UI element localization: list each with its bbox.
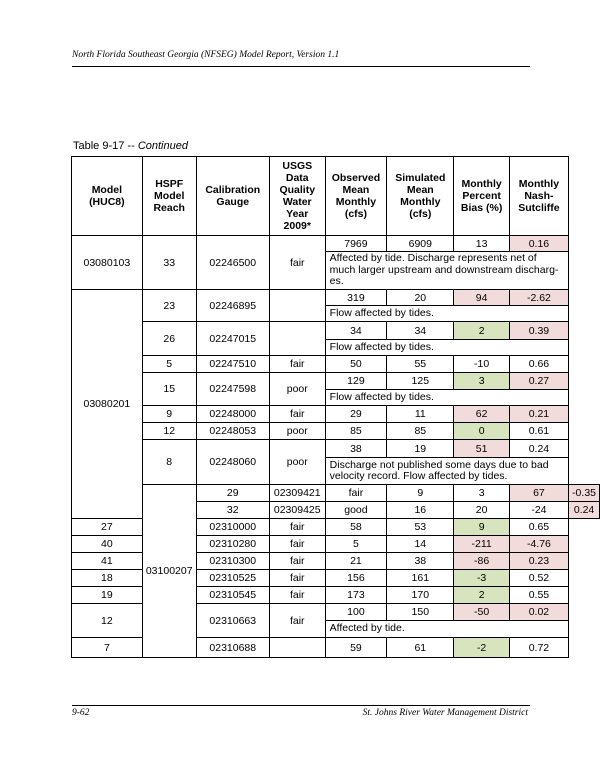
reach-cell: 26 (142, 322, 196, 356)
huc-cell: 03080201 (72, 290, 143, 519)
bias-cell: -10 (454, 356, 509, 373)
gauge-cell: 02310545 (196, 587, 269, 604)
quality-cell (269, 290, 325, 322)
observed-cell: 16 (387, 502, 454, 519)
footer-rule (72, 705, 530, 706)
observed-cell: 319 (325, 290, 387, 306)
bias-cell: -86 (454, 553, 509, 570)
gauge-cell: 02310688 (196, 638, 269, 658)
quality-cell (269, 638, 325, 658)
bias-cell: -3 (454, 570, 509, 587)
nse-cell: 0.65 (509, 519, 568, 536)
quality-cell: fair (269, 604, 325, 638)
quality-cell: fair (269, 570, 325, 587)
quality-cell: fair (325, 485, 387, 502)
nse-cell: 0.66 (509, 356, 568, 373)
reach-cell: 7 (72, 638, 143, 658)
huc-cell: 03080103 (72, 236, 143, 290)
quality-cell: fair (269, 236, 325, 290)
simulated-cell: 34 (387, 322, 454, 340)
gauge-cell: 02310300 (196, 553, 269, 570)
simulated-cell: 85 (387, 423, 454, 440)
gauge-cell: 02248000 (196, 406, 269, 423)
simulated-cell: 61 (387, 638, 454, 658)
reach-cell: 18 (72, 570, 143, 587)
observed-cell: 100 (325, 604, 387, 621)
note-cell: Discharge not published some days due to bad velocity record. Flow affected by tides. (325, 458, 568, 485)
bias-cell: 94 (454, 290, 509, 306)
nse-cell: 0.21 (509, 406, 568, 423)
reach-cell: 19 (72, 587, 143, 604)
table-row (72, 485, 600, 502)
observed-cell: 29 (325, 406, 387, 423)
quality-cell (269, 322, 325, 356)
simulated-cell: 53 (387, 519, 454, 536)
reach-cell: 41 (72, 553, 143, 570)
gauge-cell: 02310280 (196, 536, 269, 553)
reach-cell: 27 (72, 519, 143, 536)
col-header-model: Model (HUC8) (72, 157, 143, 236)
simulated-cell: 6909 (387, 236, 454, 252)
note-cell: Affected by tide. (325, 621, 568, 638)
observed-cell: 7969 (325, 236, 387, 252)
quality-cell: poor (269, 373, 325, 406)
bias-cell: 2 (454, 322, 509, 340)
simulated-cell: 14 (387, 536, 454, 553)
table-row (72, 423, 600, 440)
bias-cell: -2 (454, 638, 509, 658)
note-cell: Flow affected by tides. (325, 340, 568, 356)
simulated-cell: 55 (387, 356, 454, 373)
bias-cell: 3 (454, 373, 509, 390)
col-header-simulated: Simulated Mean Monthly (cfs) (387, 157, 454, 236)
note-cell: Affected by tide. Discharge represents net of much larger upstream and downstream discharg-es. (325, 252, 568, 290)
observed-cell: 59 (325, 638, 387, 658)
observed-cell: 5 (325, 536, 387, 553)
gauge-cell: 02309425 (269, 502, 325, 519)
observed-cell: 50 (325, 356, 387, 373)
gauge-cell: 02247598 (196, 373, 269, 406)
reach-cell: 12 (142, 423, 196, 440)
gauge-cell: 02310000 (196, 519, 269, 536)
reach-cell: 40 (72, 536, 143, 553)
table-row (72, 373, 600, 390)
table-row (72, 290, 600, 306)
nse-cell: -2.62 (509, 290, 568, 306)
nse-cell: 0.16 (509, 236, 568, 252)
gauge-cell: 02246500 (196, 236, 269, 290)
observed-cell: 58 (325, 519, 387, 536)
simulated-cell: 11 (387, 406, 454, 423)
simulated-cell: 3 (454, 485, 509, 502)
gauge-cell: 02248053 (196, 423, 269, 440)
bias-cell: 9 (454, 519, 509, 536)
quality-cell: fair (269, 536, 325, 553)
note-cell: Flow affected by tides. (325, 306, 568, 322)
table-caption: Table 9-17 -- Continued (73, 140, 188, 152)
gauge-cell: 02310663 (196, 604, 269, 638)
quality-cell: fair (269, 519, 325, 536)
nse-cell: 0.24 (569, 502, 600, 519)
observed-cell: 34 (325, 322, 387, 340)
reach-cell: 5 (142, 356, 196, 373)
observed-cell: 129 (325, 373, 387, 390)
col-header-gauge: Calibration Gauge (196, 157, 269, 236)
footer-organization: St. Johns River Water Management District (362, 708, 528, 718)
gauge-cell: 02247015 (196, 322, 269, 356)
nse-cell: 0.27 (509, 373, 568, 390)
calibration-table (71, 156, 600, 658)
reach-cell: 12 (72, 604, 143, 638)
nse-cell: 0.39 (509, 322, 568, 340)
table-row (72, 236, 600, 252)
bias-cell: -50 (454, 604, 509, 621)
bias-cell: 13 (454, 236, 509, 252)
reach-cell: 33 (142, 236, 196, 290)
observed-cell: 156 (325, 570, 387, 587)
nse-cell: 0.23 (509, 553, 568, 570)
quality-cell: fair (269, 587, 325, 604)
observed-cell: 21 (325, 553, 387, 570)
reach-cell: 9 (142, 406, 196, 423)
nse-cell: -4.76 (509, 536, 568, 553)
bias-cell: 2 (454, 587, 509, 604)
reach-cell: 8 (142, 440, 196, 485)
simulated-cell: 38 (387, 553, 454, 570)
bias-cell: 0 (454, 423, 509, 440)
bias-cell: 62 (454, 406, 509, 423)
observed-cell: 9 (387, 485, 454, 502)
table-row (72, 440, 600, 458)
nse-cell: 0.24 (509, 440, 568, 458)
running-header: North Florida Southeast Georgia (NFSEG) Model Report, Version 1.1 (72, 50, 340, 60)
simulated-cell: 161 (387, 570, 454, 587)
quality-cell: poor (269, 440, 325, 485)
observed-cell: 85 (325, 423, 387, 440)
reach-cell: 23 (142, 290, 196, 322)
nse-cell: 0.55 (509, 587, 568, 604)
col-header-observed: Observed Mean Monthly (cfs) (325, 157, 387, 236)
simulated-cell: 150 (387, 604, 454, 621)
reach-cell: 29 (196, 485, 269, 502)
gauge-cell: 02248060 (196, 440, 269, 485)
observed-cell: 38 (325, 440, 387, 458)
observed-cell: 173 (325, 587, 387, 604)
nse-cell: 0.61 (509, 423, 568, 440)
bias-cell: 51 (454, 440, 509, 458)
col-header-reach: HSPF Model Reach (142, 157, 196, 236)
simulated-cell: 20 (387, 290, 454, 306)
col-header-nse: Monthly Nash-Sutcliffe (509, 157, 568, 236)
simulated-cell: 170 (387, 587, 454, 604)
table-row (72, 356, 600, 373)
simulated-cell: 19 (387, 440, 454, 458)
table-row (72, 322, 600, 340)
page-number: 9-62 (72, 708, 90, 718)
simulated-cell: 125 (387, 373, 454, 390)
reach-cell: 32 (196, 502, 269, 519)
note-cell: Flow affected by tides. (325, 390, 568, 406)
gauge-cell: 02309421 (269, 485, 325, 502)
col-header-bias: Monthly Percent Bias (%) (454, 157, 509, 236)
simulated-cell: 20 (454, 502, 509, 519)
quality-cell: fair (269, 356, 325, 373)
nse-cell: 0.52 (509, 570, 568, 587)
col-header-quality: USGS Data Quality Water Year 2009* (269, 157, 325, 236)
nse-cell: -0.35 (569, 485, 600, 502)
reach-cell: 15 (142, 373, 196, 406)
bias-cell: -24 (509, 502, 568, 519)
nse-cell: 0.02 (509, 604, 568, 621)
quality-cell: fair (269, 553, 325, 570)
gauge-cell: 02247510 (196, 356, 269, 373)
huc-cell: 03100207 (142, 485, 196, 658)
quality-cell: good (325, 502, 387, 519)
header-rule (72, 66, 530, 67)
gauge-cell: 02310525 (196, 570, 269, 587)
quality-cell: fair (269, 406, 325, 423)
nse-cell: 0.72 (509, 638, 568, 658)
bias-cell: -211 (454, 536, 509, 553)
table-row (72, 406, 600, 423)
gauge-cell: 02246895 (196, 290, 269, 322)
quality-cell: poor (269, 423, 325, 440)
bias-cell: 67 (509, 485, 568, 502)
